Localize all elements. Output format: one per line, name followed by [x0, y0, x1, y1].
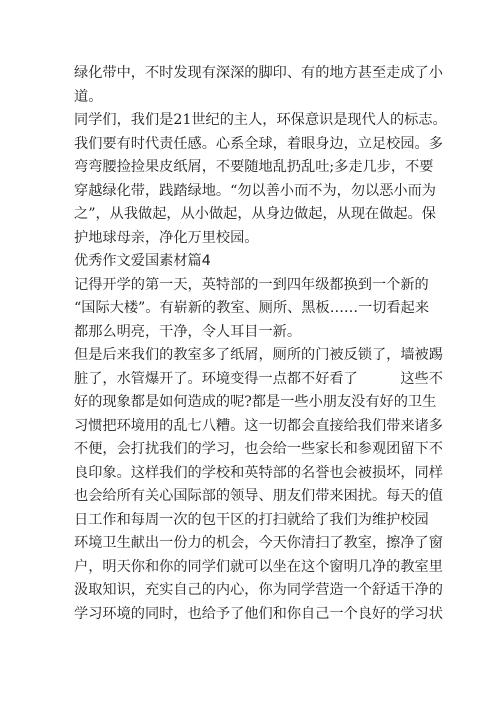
text-line: 之”，从我做起，从小做起，从身边做起，从现在做起。保 — [74, 206, 436, 222]
text-line: 汲取知识，充实自己的内心，你为同学营造一个舒适干净的 — [74, 582, 443, 598]
section-heading: 优秀作文爱国素材篇4 — [74, 253, 211, 269]
text-line: 日工作和每周一次的包干区的打扫就给了我们为维护校园 — [74, 511, 429, 528]
text-line: 户，明天你和你的同学们就可以坐在这个窗明几净的教室里 — [74, 558, 443, 575]
text-line: 同学们，我们是21世纪的主人，环保意识是现代人的标志。 — [74, 112, 447, 128]
text-line: “国际大楼”。有崭新的教室、厕所、黑板……一切看起来 — [74, 300, 430, 316]
body-text — [74, 62, 447, 626]
text-line: 环境卫生献出一份力的机会，今天你清扫了教室，擦净了窗 — [74, 535, 443, 551]
text-line: 弯弯腰捡捡果皮纸屑，不要随地乱扔乱吐;多走几步，不要 — [74, 159, 434, 175]
text-line: 护地球母亲，净化万里校园。 — [74, 229, 259, 246]
text-line: 穿越绿化带，践踏绿地。“勿以善小而不为，勿以恶小而为 — [74, 182, 436, 199]
text-line: 学习环境的同时，也给予了他们和你自己一个良好的学习状 — [74, 605, 443, 622]
text-line: 但是后来我们的教室多了纸屑，厕所的门被反锁了，墙被踢 — [74, 347, 443, 363]
text-line: 道。 — [74, 88, 103, 105]
text-line: 不便，会打扰我们的学习，也会给一些家长和参观团留下不 — [74, 441, 443, 457]
text-line: 我们要有时代责任感。心系全球，着眼身边，立足校园。多 — [74, 135, 443, 152]
text-line: 绿化带中，不时发现有深深的脚印、有的地方甚至走成了小 — [74, 65, 443, 81]
text-line: 都那么明亮，干净，令人耳目一新。 — [74, 323, 302, 340]
text-line: 脏了，水管爆开了。环境变得一点都不好看了 这些不 — [74, 370, 443, 387]
text-line: 也会给所有关心国际部的领导、朋友们带来困扰。每天的值 — [74, 488, 443, 504]
text-line: 记得开学的第一天，英特部的一到四年级都换到一个新的 — [74, 276, 429, 293]
text-line: 习惯把环境用的乱七八糟。这一切都会直接给我们带来诸多 — [74, 417, 443, 434]
text-line: 好的现象都是如何造成的呢?都是一些小朋友没有好的卫生 — [74, 394, 437, 410]
text-line: 良印象。这样我们的学校和英特部的名誉也会被损坏，同样 — [74, 464, 443, 481]
